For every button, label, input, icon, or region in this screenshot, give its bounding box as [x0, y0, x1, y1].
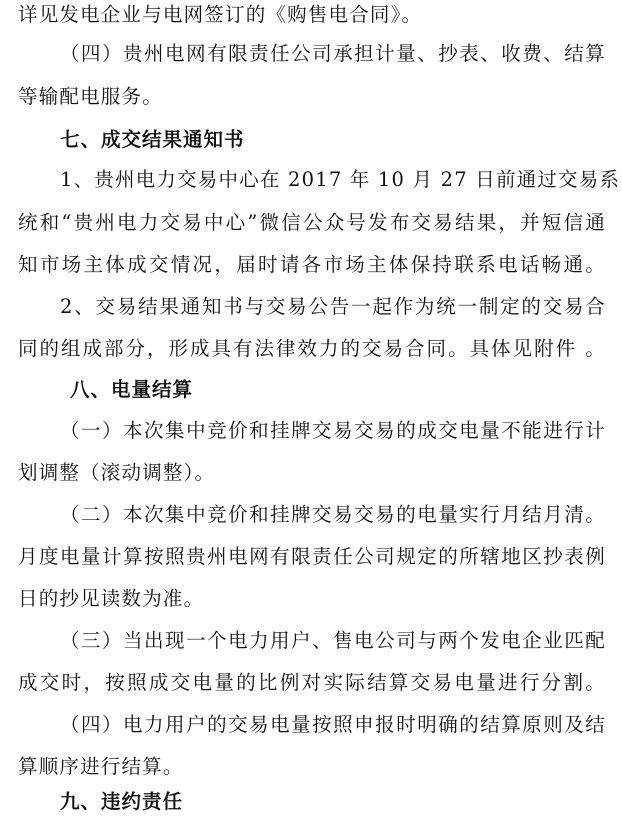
- paragraph-line: （二）本次集中竞价和挂牌交易交易的电量实行月结月清。: [60, 503, 606, 526]
- paragraph-line: （一）本次集中竞价和挂牌交易交易的成交电量不能进行计: [60, 419, 606, 442]
- paragraph-line: 统和“贵州电力交易中心”微信公众号发布交易结果，并短信通: [18, 211, 606, 234]
- paragraph-line: 知市场主体成交情况，届时请各市场主体保持联系电话畅通。: [18, 253, 606, 276]
- paragraph-line: （三）当出现一个电力用户、售电公司与两个发电企业匹配: [60, 629, 606, 652]
- paragraph-line: 日的抄见读数为准。: [18, 587, 205, 610]
- paragraph-line: 2、交易结果通知书与交易公告一起作为统一制定的交易合: [60, 295, 606, 318]
- section-heading-9: 九、违约责任: [60, 790, 184, 813]
- paragraph-line: 1、贵州电力交易中心在 2017 年 10 月 27 日前通过交易系: [60, 168, 621, 191]
- paragraph-line: 算顺序进行结算。: [18, 755, 184, 778]
- paragraph-line: （四）电力用户的交易电量按照申报时明确的结算原则及结: [60, 713, 606, 736]
- paragraph-line: （四）贵州电网有限责任公司承担计量、抄表、收费、结算: [60, 42, 606, 65]
- paragraph-line: 月度电量计算按照贵州电网有限责任公司规定的所辖地区抄表例: [18, 545, 606, 568]
- paragraph-line: 同的组成部分，形成具有法律效力的交易合同。具体见附件 。: [18, 337, 606, 360]
- paragraph-line: 等输配电服务。: [18, 85, 163, 108]
- section-heading-7: 七、成交结果通知书: [60, 128, 245, 151]
- section-heading-8: 八、电量结算: [70, 378, 194, 401]
- paragraph-line: 划调整（滚动调整）。: [18, 461, 216, 484]
- paragraph-line: 成交时，按照成交电量的比例对实际结算交易电量进行分割。: [18, 671, 606, 694]
- paragraph-line: 详见发电企业与电网签订的《购售电合同》。: [18, 3, 423, 26]
